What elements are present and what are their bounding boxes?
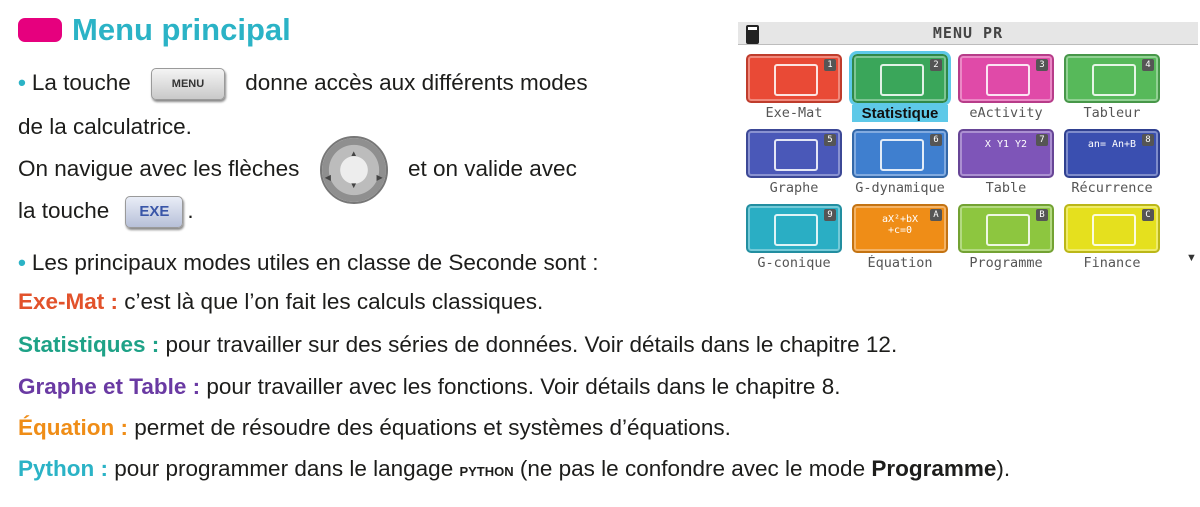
tile-number: B (1036, 209, 1048, 221)
intro-text-1a: La touche (31, 69, 131, 95)
screen-title: MENU PR (932, 24, 1004, 42)
menu-tile--quation[interactable] (852, 204, 948, 271)
mode-name-python: Python : (18, 456, 108, 481)
tile-glyph (774, 64, 818, 96)
tile-label: eActivity (969, 105, 1043, 121)
mode-name-exemat: Exe-Mat : (18, 289, 119, 314)
tile-number: 9 (824, 209, 836, 221)
menu-tile-exe-mat[interactable] (746, 54, 842, 121)
menu-tile-graphe[interactable] (746, 129, 842, 196)
intro-line-2: de la calculatrice. (18, 114, 192, 139)
intro-text-3a: On navigue avec les flèches (18, 155, 300, 181)
mode-name-equation: Équation : (18, 415, 128, 440)
tile-label: Finance (1083, 255, 1141, 271)
graph-icon (746, 129, 842, 178)
section-title (18, 12, 291, 48)
tile-glyph (986, 64, 1030, 96)
eactivity-icon (958, 54, 1054, 103)
mode-line-exemat (18, 288, 543, 316)
menu-tile-finance[interactable] (1064, 204, 1160, 271)
tile-glyph: X Y1 Y2 (984, 139, 1028, 150)
intro-text-4a: la touche (18, 197, 110, 223)
mode-name-stat: Statistiques : (18, 332, 160, 357)
calculator-icon (746, 54, 842, 103)
mode-text-exemat: c’est là que l’on fait les calculs classiques. (118, 289, 544, 314)
dynamic-graph-icon (852, 129, 948, 178)
tile-number: A (930, 209, 942, 221)
conic-icon (746, 204, 842, 253)
table-icon (958, 129, 1054, 178)
tile-label: Exe-Mat (765, 105, 823, 121)
python-text-2: (ne pas le confondre avec le mode (513, 456, 872, 481)
screen-header (738, 22, 1198, 45)
mode-text-graph: pour travailler avec les fonctions. Voir détails dans le chapitre 8. (200, 374, 841, 399)
tile-label: Table (985, 180, 1027, 196)
recursion-icon (1064, 129, 1160, 178)
tile-glyph: aX²+bX +c=0 (881, 214, 919, 236)
tile-label: Programme (969, 255, 1043, 271)
tile-number: 8 (1142, 134, 1154, 146)
menu-tile-programme[interactable] (958, 204, 1054, 271)
intro-line-3 (18, 149, 577, 190)
bullet: • (18, 69, 26, 95)
tile-label: Statistique (852, 105, 948, 122)
tile-label: Tableur (1083, 105, 1141, 121)
tile-glyph (774, 214, 818, 246)
mode-text-equation: permet de résoudre des équations et systèmes d’équations. (127, 415, 731, 440)
python-text-1: pour programmer dans le langage (108, 456, 460, 481)
tile-number: 7 (1036, 134, 1048, 146)
tile-glyph (880, 139, 924, 171)
tile-glyph (880, 64, 924, 96)
menu-tile-statistique[interactable] (852, 54, 948, 122)
mode-line-graph (18, 373, 840, 401)
intro-text-4b: . (187, 197, 194, 223)
intro-line-4 (18, 196, 194, 228)
mode-line-python (18, 455, 1010, 486)
intro-text-1b: donne accès aux différents modes (245, 69, 588, 95)
tile-label: Graphe (769, 180, 819, 196)
tile-number: 4 (1142, 59, 1154, 71)
statistics-icon (852, 54, 948, 103)
tile-label: G-dynamique (855, 180, 945, 196)
mode-line-equation (18, 414, 731, 442)
tile-number: 5 (824, 134, 836, 146)
program-icon (958, 204, 1054, 253)
tile-glyph: an= An+B (1087, 139, 1137, 150)
finance-icon (1064, 204, 1160, 253)
mode-text-stat: pour travailler sur des séries de données. Voir détails dans le chapitre 12. (159, 332, 898, 357)
spreadsheet-icon (1064, 54, 1160, 103)
mode-name-graph: Graphe et Table : (18, 374, 201, 399)
tile-label: Récurrence (1071, 180, 1153, 196)
menu-tile-g-conique[interactable] (746, 204, 842, 271)
bullet: • (18, 250, 26, 275)
menu-tile-table[interactable] (958, 129, 1054, 196)
menu-tile-g-dynamique[interactable] (852, 129, 948, 196)
tile-glyph (986, 214, 1030, 246)
arrow-keys-icon: ▲ ▼ ◀ ▶ (320, 136, 388, 204)
tile-number: 6 (930, 134, 942, 146)
tile-label: Équation (867, 255, 933, 271)
tile-number: 3 (1036, 59, 1048, 71)
exe-key-icon: EXE (125, 196, 183, 228)
equation-icon (852, 204, 948, 253)
intro-text-3b: et on valide avec (407, 155, 577, 181)
title-text: Menu principal (72, 12, 291, 47)
tile-glyph (1092, 214, 1136, 246)
scroll-down-icon: ▼ (1186, 252, 1197, 264)
tile-glyph (1092, 64, 1136, 96)
tile-number: C (1142, 209, 1154, 221)
python-bold-programme: Programme (871, 456, 997, 481)
python-smallcaps: PYTHON (459, 464, 514, 479)
tile-glyph (774, 139, 818, 171)
menu-tile-r-currence[interactable] (1064, 129, 1160, 196)
intro-line-1 (18, 68, 588, 100)
menu-key-icon: MENU (151, 68, 225, 100)
modes-intro-text: Les principaux modes utiles en classe de Seconde sont : (31, 250, 599, 275)
tile-label: G-conique (757, 255, 831, 271)
calculator-screen (738, 22, 1200, 282)
menu-tile-tableur[interactable] (1064, 54, 1160, 121)
mode-line-stat (18, 331, 897, 359)
title-marker (18, 18, 62, 42)
python-text-3: ). (996, 456, 1011, 481)
tile-number: 2 (930, 59, 942, 71)
modes-intro (18, 249, 598, 277)
tile-number: 1 (824, 59, 836, 71)
menu-tile-eactivity[interactable] (958, 54, 1054, 121)
